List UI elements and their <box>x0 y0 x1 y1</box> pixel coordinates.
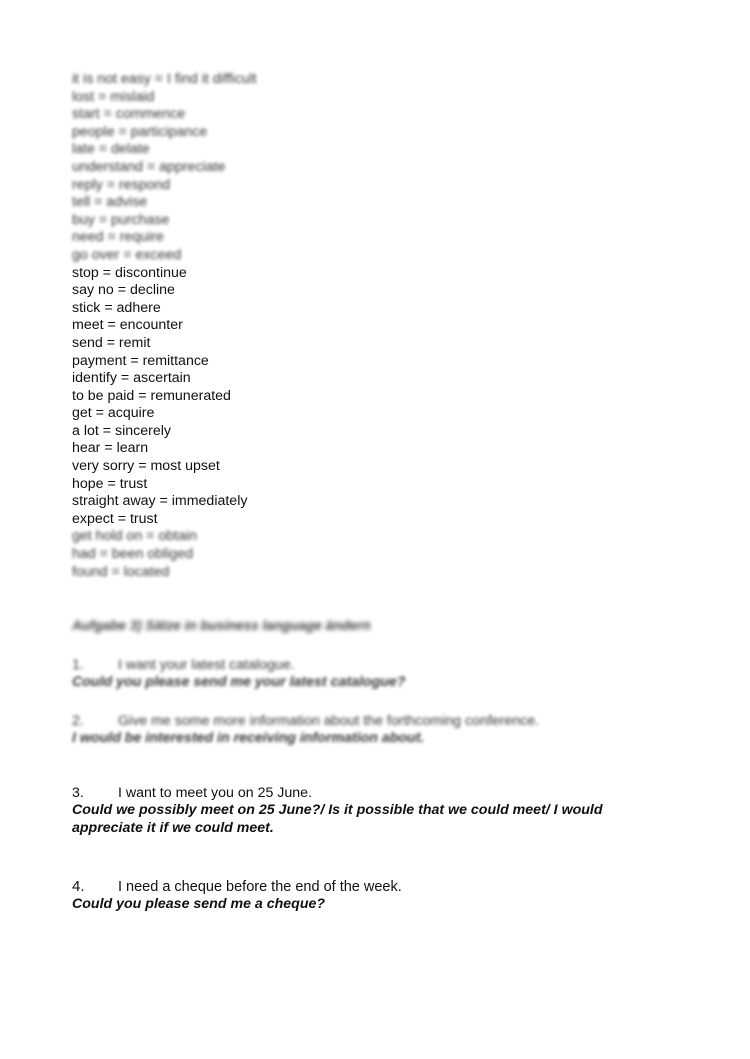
task-answer: I would be interested in receiving information about. <box>72 730 425 746</box>
vocab-item: to be paid = remunerated <box>72 387 231 404</box>
vocab-item: stop = discontinue <box>72 264 187 281</box>
task-number: 1. <box>72 657 84 673</box>
vocab-item: had = been obliged <box>72 546 194 563</box>
vocab-item: straight away = immediately <box>72 493 248 510</box>
task-item <box>72 785 672 837</box>
task-item <box>72 878 672 914</box>
task-prompt-text: I need a cheque before the end of the week. <box>118 879 402 895</box>
task-prompt-text: Give me some more information about the forthcoming conference. <box>118 713 540 729</box>
vocab-item: reply = respond <box>72 176 171 193</box>
vocab-item: it is not easy = I find it difficult <box>72 71 257 87</box>
task-prompt <box>72 878 672 896</box>
task-answer: Could you please send me a cheque? <box>72 896 326 912</box>
vocab-item: start = commence <box>72 106 186 123</box>
task-prompt <box>72 657 672 674</box>
vocab-item: go over = exceed <box>72 246 182 263</box>
task-item <box>72 713 672 748</box>
task-number: 3. <box>72 785 84 801</box>
vocab-item: very sorry = most upset <box>72 458 220 475</box>
vocab-item: get hold on = obtain <box>72 528 198 545</box>
task-answer: Could we possibly meet on 25 June?/ Is it possible that we could meet/ I would appreciate it if we could meet. <box>72 802 603 836</box>
vocab-item: tell = advise <box>72 194 148 211</box>
task-prompt <box>72 785 672 802</box>
vocab-item: understand = appreciate <box>72 158 226 175</box>
task-answer: Could you please send me your latest catalogue? <box>72 674 406 690</box>
vocab-item: people = participance <box>72 123 208 140</box>
task-number: 2. <box>72 713 84 729</box>
vocab-item: hope = trust <box>72 475 148 492</box>
vocab-item: a lot = sincerely <box>72 422 171 439</box>
task-prompt <box>72 713 672 730</box>
vocab-item: found = located <box>72 563 170 580</box>
vocab-item: late = delate <box>72 141 150 158</box>
vocab-item: get = acquire <box>72 405 155 422</box>
vocab-item: say no = decline <box>72 282 175 299</box>
task-prompt-text: I want your latest catalogue. <box>118 657 295 673</box>
vocab-item: need = require <box>72 229 164 246</box>
task-item <box>72 657 672 692</box>
vocab-item: send = remit <box>72 334 151 351</box>
vocab-item: meet = encounter <box>72 317 183 334</box>
vocab-item: payment = remittance <box>72 352 209 369</box>
vocab-item: identify = ascertain <box>72 370 191 387</box>
vocab-item: buy = purchase <box>72 211 170 228</box>
task-prompt-text: I want to meet you on 25 June. <box>118 785 313 801</box>
vocab-item: lost = mislaid <box>72 88 155 105</box>
vocab-item: stick = adhere <box>72 299 161 316</box>
vocabulary-list <box>72 71 257 581</box>
vocab-item: expect = trust <box>72 510 158 527</box>
vocab-item: hear = learn <box>72 440 149 457</box>
section-heading: Aufgabe 3) Sätze in business language ändern <box>72 618 371 633</box>
task-number: 4. <box>72 878 85 895</box>
